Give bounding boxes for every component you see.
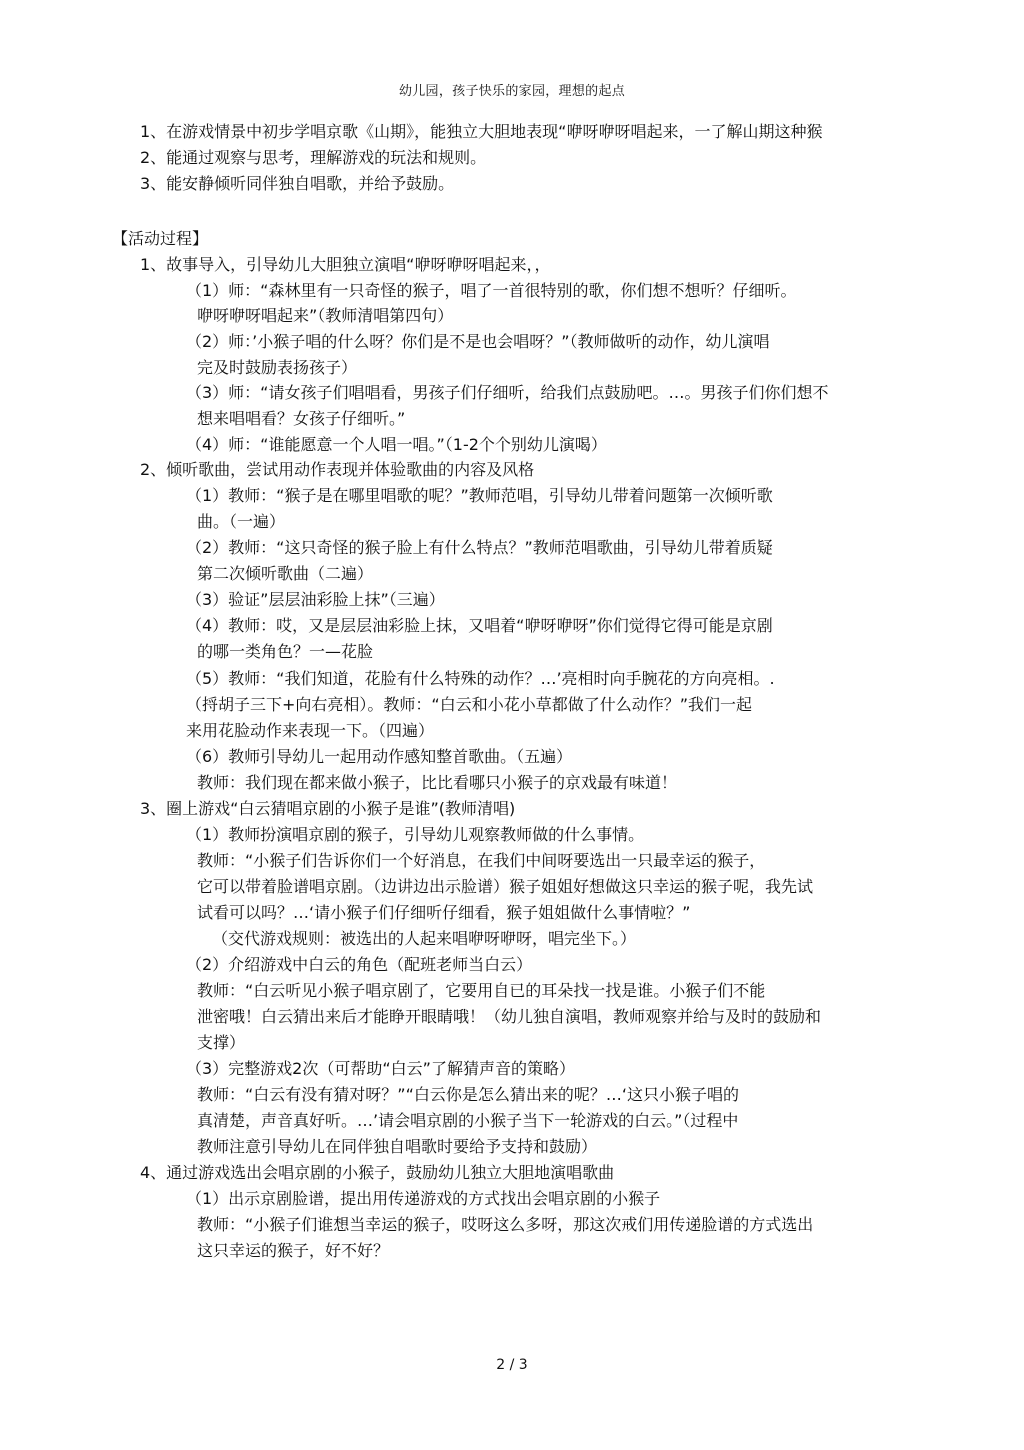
paragraph-line: 泄密哦！白云猜出来后才能睁开眼睛哦！（幼儿独自演唱，教师观察并给与及时的鼓励和 — [197, 1007, 822, 1026]
paragraph-line: 来用花脸动作来表现一下。（四遍） — [186, 721, 435, 740]
paragraph-line: （1）教师扮演唱京剧的猴子，引导幼儿观察教师做的什么事情。 — [186, 825, 645, 844]
paragraph-line: （3）完整游戏2次（可帮助“白云”了解猜声音的策略） — [186, 1059, 575, 1078]
step-1-title: 1、故事导入，引导幼儿大胆独立演唱“咿呀咿呀唱起来，， — [140, 255, 551, 274]
paragraph-line: 的哪一类角色？一—花脸 — [197, 642, 374, 661]
paragraph-line: （1）教师：“猴子是在哪里唱歌的呢？”教师范唱，引导幼儿带着问题第一次倾听歌 — [186, 486, 773, 505]
paragraph-line: 教师：“白云有没有猜对呀？”“白云你是怎么猜出来的呢？…‘这只小猴子唱的 — [197, 1085, 739, 1104]
paragraph-line: （交代游戏规则：被选出的人起来唱咿呀咿呀，唱完坐下。） — [212, 929, 637, 948]
page-header: 幼儿园，孩子快乐的家园，理想的起点 — [398, 84, 626, 99]
paragraph-line: 支撑） — [197, 1033, 246, 1052]
paragraph-line: （6）教师引导幼儿一起用动作感知整首歌曲。（五遍） — [186, 747, 573, 766]
paragraph-line: （1）师：“森林里有一只奇怪的猴子，唱了一首很特别的歌，你们想不想听？仔细听。 — [186, 281, 797, 300]
paragraph-line: 教师：“小猴子们告诉你们一个好消息，在我们中间呀要选出一只最幸运的猴子， — [197, 851, 766, 870]
paragraph-line: 这只幸运的猴子，好不好？ — [197, 1241, 390, 1260]
objective-2: 2、能通过观察与思考，理解游戏的玩法和规则。 — [140, 148, 487, 167]
paragraph-line: （2）介绍游戏中白云的角色（配班老师当白云） — [186, 955, 533, 974]
section-heading: 【活动过程】 — [112, 229, 209, 248]
paragraph-line: （1）出示京剧脸谱，提出用传递游戏的方式找出会唱京剧的小猴子 — [186, 1189, 661, 1208]
paragraph-line: 曲。（一遍） — [197, 512, 286, 531]
step-3-title: 3、圈上游戏“白云猜唱京剧的小猴子是谁”(教师清唱) — [140, 799, 516, 818]
objective-3: 3、能安静倾听同伴独自唱歌，并给予鼓励。 — [140, 174, 455, 193]
step-4-title: 4、通过游戏选出会唱京剧的小猴子，鼓励幼儿独立大胆地演唱歌曲 — [140, 1163, 615, 1182]
paragraph-line: （4）师：“谁能愿意一个人唱一唱。”（1-2个个别幼儿演喝） — [186, 435, 607, 454]
paragraph-line: （4）教师：哎，又是层层油彩脸上抹，又唱着“咿呀咿呀”你们觉得它得可能是京剧 — [186, 616, 773, 635]
paragraph-line: （3）师：“请女孩子们唱唱看，男孩子们仔细听，给我们点鼓励吧。…。男孩子们你们想不 — [186, 383, 829, 402]
paragraph-line: 第二次倾听歌曲（二遍） — [197, 564, 374, 583]
paragraph-line: 它可以带着脸谱唱京剧。（边讲边出示脸谱）猴子姐姐好想做这只幸运的猴子呢，我先试 — [197, 877, 814, 896]
paragraph-line: （捋胡子三下+向右亮相）。教师：“白云和小花小草都做了什么动作？”我们一起 — [186, 695, 752, 714]
paragraph-line: 教师：我们现在都来做小猴子，比比看哪只小猴子的京戏最有味道！ — [197, 773, 678, 792]
paragraph-line: 完及时鼓励表扬孩子） — [197, 358, 358, 377]
step-2-title: 2、倾听歌曲，尝试用动作表现并体验歌曲的内容及风格 — [140, 460, 535, 479]
paragraph-line: 想来唱唱看？女孩子仔细听。” — [197, 409, 406, 428]
objective-1: 1、在游戏情景中初步学唱京歌《山期》，能独立大胆地表现“咿呀咿呀唱起来，一了解山期这种猴 — [140, 122, 823, 141]
paragraph-line: 教师：“白云听见小猴子唱京剧了，它要用自已的耳朵找一找是谁。小猴子们不能 — [197, 981, 766, 1000]
paragraph-line: （2）教师：“这只奇怪的猴子脸上有什么特点？”教师范唱歌曲，引导幼儿带着质疑 — [186, 538, 773, 557]
paragraph-line: 教师注意引导幼儿在同伴独自唱歌时要给予支持和鼓励） — [197, 1137, 598, 1156]
page-number: 2 / 3 — [496, 1357, 528, 1373]
paragraph-line: 试看可以吗？…‘请小猴子们仔细听仔细看，猴子姐姐做什么事情啦？” — [197, 903, 691, 922]
paragraph-line: 咿呀咿呀唱起来”（教师清唱第四句） — [197, 306, 454, 325]
paragraph-line: 真清楚，声音真好听。…’请会唱京剧的小猴子当下一轮游戏的白云。”（过程中 — [197, 1111, 739, 1130]
paragraph-line: （2）师：’小猴子唱的什么呀？你们是不是也会唱呀？”（教师做听的动作，幼儿演唱 — [186, 332, 770, 351]
paragraph-line: （5）教师：“我们知道，花脸有什么特殊的动作？…’亮相时向手腕花的方向亮相。. — [186, 669, 775, 688]
paragraph-line: （3）验证”层层油彩脸上抹”（三遍） — [186, 590, 445, 609]
paragraph-line: 教师：“小猴子们谁想当幸运的猴子，哎呀这么多呀，那这次戒们用传递脸谱的方式选出 — [197, 1215, 814, 1234]
